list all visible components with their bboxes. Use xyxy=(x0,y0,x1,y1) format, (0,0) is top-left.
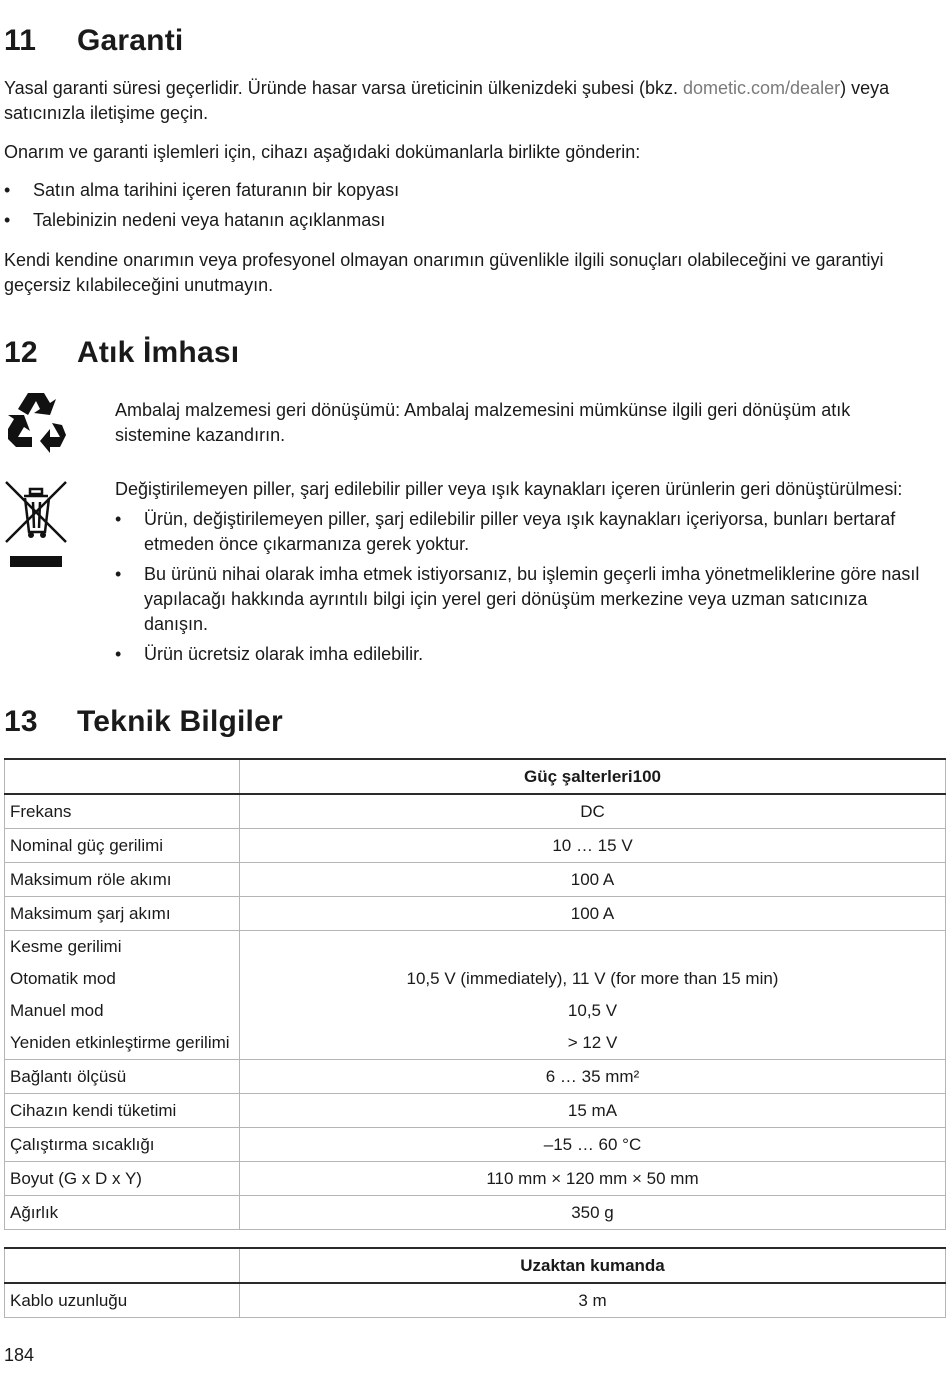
battery-recycling-intro: Değiştirilemeyen piller, şarj edilebilir piller veya ışık kaynakları içeren ürünlerin geri dönüştürülmesi: xyxy=(115,479,903,499)
section-title: Atık İmhası xyxy=(77,336,240,369)
row-value: DC xyxy=(240,794,946,829)
table-header-row xyxy=(5,1248,946,1283)
table-row xyxy=(5,897,946,931)
section-title: Garanti xyxy=(77,24,184,57)
section-13-heading xyxy=(4,705,283,739)
table-row xyxy=(5,863,946,897)
dealer-link[interactable]: dometic.com/dealer xyxy=(683,78,841,98)
list-item: • Ürün ücretsiz olarak imha edilebilir. xyxy=(115,642,935,667)
section-number: 12 xyxy=(4,336,38,369)
battery-bullet-list xyxy=(115,507,935,672)
table-row xyxy=(5,1027,946,1060)
row-label: Manuel mod xyxy=(5,995,240,1027)
list-item: • Ürün, değiştirilemeyen piller, şarj edilebilir piller veya ışık kaynakları içeriyorsa, bunları bertaraf etmeden önce çıkarmanıza gerek yoktur. xyxy=(115,507,935,557)
list-item: • Bu ürünü nihai olarak imha etmek istiyorsanız, bu işlemin geçerli imha yönetmeliklerine göre nasıl yapılacağı hakkında ayrıntılı bilgi için yerel geri dönüşüm merkezine veya uzman satıcınıza danışın. xyxy=(115,562,935,637)
recycle-icon xyxy=(4,389,68,453)
table-row xyxy=(5,1094,946,1128)
text-span: ) veya satıcınızla iletişime geçin. xyxy=(4,78,890,123)
section-number: 11 xyxy=(4,24,37,57)
row-value: 10,5 V (immediately), 11 V (for more than 15 min) xyxy=(240,963,946,995)
table-row xyxy=(5,1283,946,1318)
row-value: 15 mA xyxy=(240,1094,946,1128)
warranty-paragraph-1 xyxy=(4,76,944,126)
recycling-text: Ambalaj malzemesi geri dönüşümü: Ambalaj malzemesini mümkünse ilgili geri dönüşüm atık sistemine kazandırın. xyxy=(115,400,851,445)
row-label: Ağırlık xyxy=(5,1196,240,1230)
row-label: Bağlantı ölçüsü xyxy=(5,1060,240,1094)
row-label: Frekans xyxy=(5,794,240,829)
page-number: 184 xyxy=(4,1345,35,1365)
row-label: Maksimum şarj akımı xyxy=(5,897,240,931)
row-value: 350 g xyxy=(240,1196,946,1230)
remote-control-table xyxy=(4,1247,946,1318)
row-value: –15 … 60 °C xyxy=(240,1128,946,1162)
section-12-heading xyxy=(4,336,239,370)
table-header-empty xyxy=(5,1248,240,1283)
table-header-empty xyxy=(5,759,240,794)
row-label: Çalıştırma sıcaklığı xyxy=(5,1128,240,1162)
row-value: 3 m xyxy=(240,1283,946,1318)
row-label: Maksimum röle akımı xyxy=(5,863,240,897)
row-value: 100 A xyxy=(240,863,946,897)
list-item: • Talebinizin nedeni veya hatanın açıklanması xyxy=(4,208,944,233)
table-row xyxy=(5,995,946,1027)
row-label: Cihazın kendi tüketimi xyxy=(5,1094,240,1128)
row-label: Otomatik mod xyxy=(5,963,240,995)
row-label: Boyut (G x D x Y) xyxy=(5,1162,240,1196)
table-row xyxy=(5,931,946,964)
table-header-row xyxy=(5,759,946,794)
warranty-bullet-list xyxy=(4,178,944,238)
section-title: Teknik Bilgiler xyxy=(77,705,283,738)
row-value: 10 … 15 V xyxy=(240,829,946,863)
table-row xyxy=(5,1060,946,1094)
row-value: > 12 V xyxy=(240,1027,946,1060)
crossed-out-bin-icon xyxy=(4,480,68,570)
table-row xyxy=(5,1162,946,1196)
section-number: 13 xyxy=(4,705,38,738)
row-label: Kablo uzunluğu xyxy=(5,1283,240,1318)
warranty-paragraph-2: Onarım ve garanti işlemleri için, cihazı aşağıdaki dokümanlarla birlikte gönderin: xyxy=(4,142,641,162)
row-value: 10,5 V xyxy=(240,995,946,1027)
table-row xyxy=(5,963,946,995)
table-header-cell: Güç şalterleri100 xyxy=(240,759,946,794)
row-value: 100 A xyxy=(240,897,946,931)
row-value: 6 … 35 mm² xyxy=(240,1060,946,1094)
row-value-empty xyxy=(240,931,946,964)
table-row xyxy=(5,829,946,863)
table-row xyxy=(5,794,946,829)
row-label: Nominal güç gerilimi xyxy=(5,829,240,863)
row-label: Yeniden etkinleştirme gerilimi xyxy=(5,1027,240,1060)
warranty-paragraph-3: Kendi kendine onarımın veya profesyonel olmayan onarımın güvenlikle ilgili sonuçları olabileceğini ve garantiyi geçersiz kılabileceğini unutmayın. xyxy=(4,250,884,295)
technical-data-table xyxy=(4,758,946,1230)
table-header-cell: Uzaktan kumanda xyxy=(240,1248,946,1283)
table-row xyxy=(5,1128,946,1162)
section-11-heading xyxy=(4,24,183,58)
row-label: Kesme gerilimi xyxy=(5,931,240,964)
list-item: • Satın alma tarihini içeren faturanın bir kopyası xyxy=(4,178,944,203)
row-value: 110 mm × 120 mm × 50 mm xyxy=(240,1162,946,1196)
text-span: Yasal garanti süresi geçerlidir. Üründe hasar varsa üreticinin ülkenizdeki şubesi (bkz. xyxy=(4,78,683,98)
table-row xyxy=(5,1196,946,1230)
